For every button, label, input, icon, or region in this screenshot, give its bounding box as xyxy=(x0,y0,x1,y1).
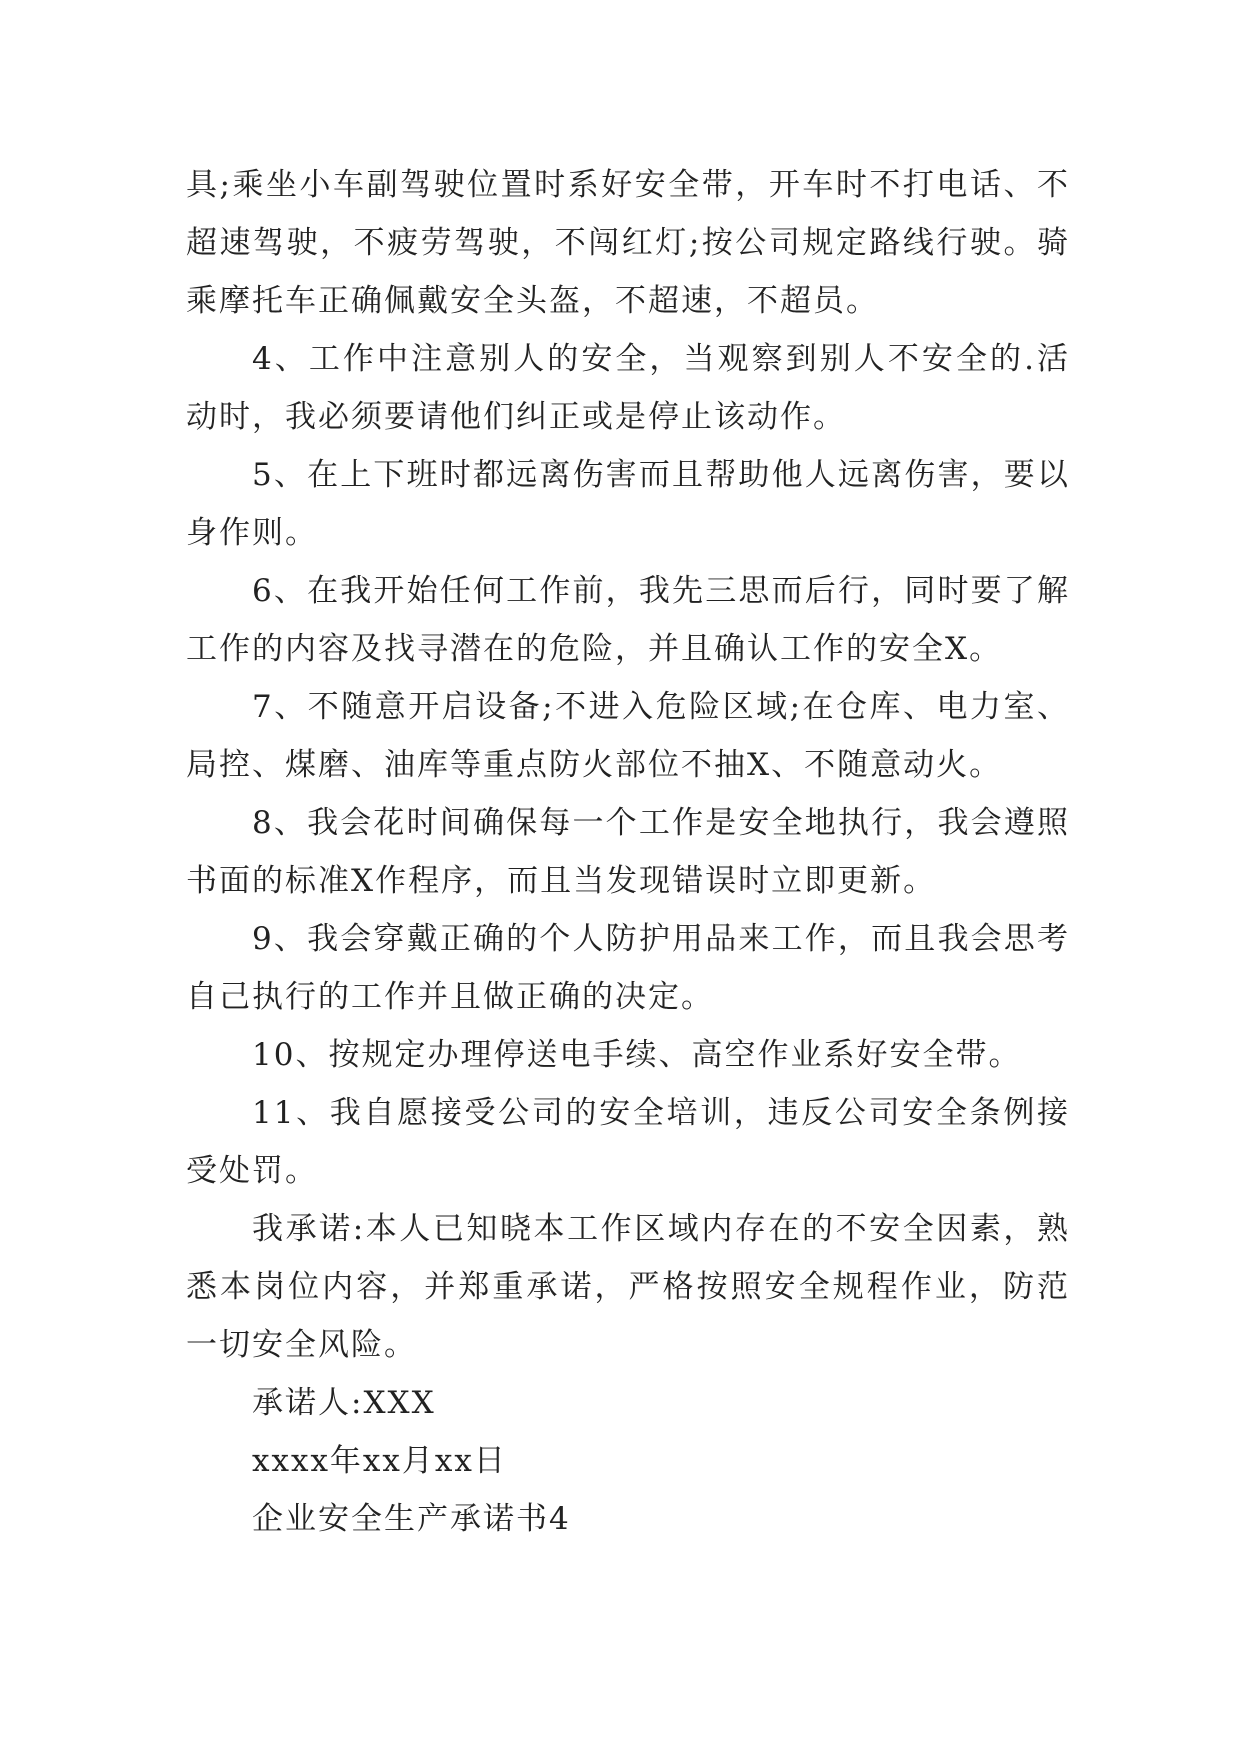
paragraph-item-11: 11、我自愿接受公司的安全培训，违反公司安全条例接受处罚。 xyxy=(186,1095,1070,1189)
paragraph-item-6: 6、在我开始任何工作前，我先三思而后行，同时要了解工作的内容及找寻潜在的危险，并且确认工作的安全X。 xyxy=(186,573,1070,667)
paragraph-continuation: 具;乘坐小车副驾驶位置时系好安全带，开车时不打电话、不超速驾驶，不疲劳驾驶，不闯红灯;按公司规定路线行驶。骑乘摩托车正确佩戴安全头盔，不超速，不超员。 xyxy=(186,167,1070,319)
next-section-heading: 企业安全生产承诺书4 xyxy=(252,1501,571,1537)
signer-line: 承诺人:XXX xyxy=(252,1385,436,1421)
date-line: xxxx年xx月xx日 xyxy=(252,1443,507,1479)
paragraph-item-8: 8、我会花时间确保每一个工作是安全地执行，我会遵照书面的标准X作程序，而且当发现错误时立即更新。 xyxy=(186,805,1070,899)
paragraph-item-5: 5、在上下班时都远离伤害而且帮助他人远离伤害，要以身作则。 xyxy=(186,457,1070,551)
document-body xyxy=(186,156,1070,1548)
paragraph-commitment: 我承诺:本人已知晓本工作区域内存在的不安全因素，熟悉本岗位内容，并郑重承诺，严格按照安全规程作业，防范一切安全风险。 xyxy=(186,1211,1070,1363)
paragraph-item-9: 9、我会穿戴正确的个人防护用品来工作，而且我会思考自己执行的工作并且做正确的决定。 xyxy=(186,921,1070,1015)
paragraph-item-7: 7、不随意开启设备;不进入危险区域;在仓库、电力室、局控、煤磨、油库等重点防火部位不抽X、不随意动火。 xyxy=(186,689,1070,783)
paragraph-item-10: 10、按规定办理停送电手续、高空作业系好安全带。 xyxy=(252,1037,1022,1073)
paragraph-item-4: 4、工作中注意别人的安全，当观察到别人不安全的.活动时，我必须要请他们纠正或是停止该动作。 xyxy=(186,341,1070,435)
